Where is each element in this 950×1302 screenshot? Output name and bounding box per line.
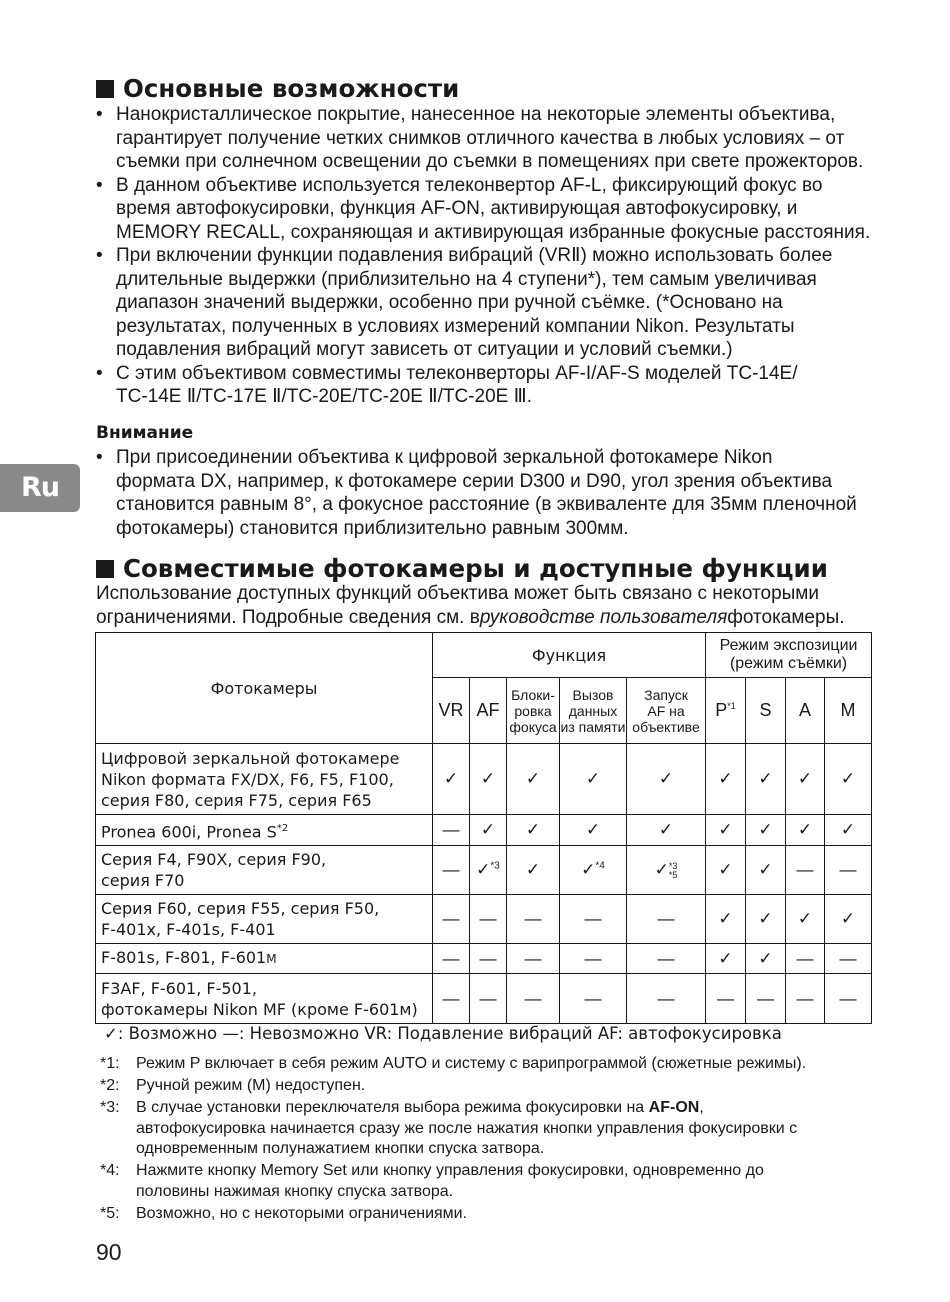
footnote-item bbox=[96, 1054, 806, 1075]
footnote-mark: *4 bbox=[595, 860, 605, 872]
camera-cell bbox=[96, 974, 433, 1024]
header-cameras: Фотокамеры bbox=[96, 633, 433, 744]
col-m: M bbox=[825, 678, 872, 744]
text-line: длительные выдержки (приблизительно на 4 ступени*), тем самым увеличивая bbox=[116, 268, 817, 290]
footnote-item bbox=[96, 1098, 806, 1160]
camera-text: фотокамеры Nikon MF (кроме F-601м) bbox=[101, 999, 418, 1019]
text-line: гарантирует получение четких снимков отличного качества в любых условиях – от bbox=[116, 127, 845, 149]
col-line: Вызов bbox=[572, 686, 614, 703]
camera-line bbox=[101, 870, 427, 891]
camera-cell bbox=[96, 815, 433, 846]
bullet-item bbox=[96, 446, 886, 540]
footnote-line bbox=[136, 1098, 806, 1119]
camera-text: Цифровой зеркальной фотокамере bbox=[101, 748, 400, 768]
intro-line: Использование доступных функций объектива может быть связано с некоторыми bbox=[96, 583, 819, 604]
col-line: AF на bbox=[647, 702, 685, 719]
footnote-line: одновременным полунажатием кнопки спуска затвора. bbox=[136, 1140, 545, 1157]
bullet-icon: • bbox=[96, 362, 103, 384]
table-row bbox=[96, 846, 872, 895]
table-row bbox=[96, 944, 872, 974]
value-cell: ✓$^{*4}$ bbox=[560, 846, 627, 895]
camera-text: F3AF, F-601, F-501, bbox=[101, 978, 257, 998]
value-cell: ✓ bbox=[470, 744, 507, 815]
table-row bbox=[96, 895, 872, 944]
col-memory-recall bbox=[560, 678, 627, 744]
value-cell: — bbox=[433, 944, 470, 974]
value-cell: — bbox=[433, 815, 470, 846]
bullet-icon: • bbox=[96, 104, 103, 125]
footnote-mark: *3 bbox=[490, 860, 500, 872]
camera-cell bbox=[96, 846, 433, 895]
col-focus-lock bbox=[507, 678, 560, 744]
section-title-compat bbox=[96, 554, 828, 583]
value-cell: — bbox=[825, 944, 872, 974]
header-function: Функция bbox=[433, 633, 706, 678]
footnotes bbox=[96, 1054, 806, 1226]
value-cell: ✓ bbox=[786, 744, 825, 815]
value-cell: — bbox=[627, 895, 706, 944]
col-af-on bbox=[627, 678, 706, 744]
value-cell: ✓ bbox=[746, 744, 786, 815]
camera-line bbox=[101, 748, 427, 769]
bullet-icon: • bbox=[96, 447, 103, 468]
footnote-text: , bbox=[699, 1099, 704, 1116]
section-title-text: Основные возможности bbox=[123, 74, 460, 103]
table-row bbox=[96, 815, 872, 846]
col-vr: VR bbox=[433, 678, 470, 744]
value-cell: ✓ bbox=[706, 815, 746, 846]
camera-line bbox=[101, 947, 427, 970]
value-cell: — bbox=[786, 846, 825, 895]
camera-line bbox=[101, 898, 427, 919]
table-row bbox=[96, 744, 872, 815]
text-line: фотокамеры) становится приблизительно равным 300мм. bbox=[116, 517, 629, 539]
value-cell: ✓ bbox=[786, 815, 825, 846]
text-line: время автофокусировки, функция AF-ON, активирующая автофокусировку, и bbox=[116, 198, 798, 219]
text-line: MEMORY RECALL, сохраняющая и активирующая избранные фокусные расстояния. bbox=[116, 221, 871, 243]
value-cell: ✓ bbox=[706, 744, 746, 815]
text-line: С этим объективом совместимы телеконверторы AF-I/AF-S моделей TC-14E/ bbox=[116, 362, 798, 384]
bullet-icon: • bbox=[96, 174, 103, 196]
footnote-id: *2: bbox=[100, 1077, 120, 1094]
footnote-item bbox=[96, 1204, 806, 1225]
col-p bbox=[706, 678, 746, 744]
text-line: При включении функции подавления вибраций (VRⅡ) можно использовать более bbox=[116, 245, 833, 266]
intro-line bbox=[96, 606, 845, 630]
value-cell: — bbox=[507, 895, 560, 944]
value-cell: ✓ bbox=[746, 846, 786, 895]
camera-line bbox=[101, 919, 427, 940]
square-bullet-icon bbox=[96, 80, 114, 98]
compat-intro bbox=[96, 582, 845, 629]
camera-cell bbox=[96, 744, 433, 815]
value-cell: ✓ bbox=[825, 895, 872, 944]
value-cell: — bbox=[825, 974, 872, 1024]
footnote-line: Режим P включает в себя режим AUTO и систему с варипрограммой (сюжетные режимы). bbox=[136, 1055, 807, 1072]
footnote-id: *3: bbox=[100, 1099, 120, 1116]
table-row bbox=[96, 974, 872, 1024]
camera-text: серия F80, серия F75, серия F65 bbox=[101, 790, 372, 810]
intro-italic: руководстве пользователя bbox=[479, 606, 728, 628]
camera-line bbox=[101, 769, 427, 790]
col-p-sup: *1 bbox=[727, 701, 736, 711]
value-cell: ✓ bbox=[507, 744, 560, 815]
footnote-id: *4: bbox=[100, 1162, 120, 1179]
camera-cell bbox=[96, 944, 433, 974]
col-af: AF bbox=[470, 678, 507, 744]
value-cell: ✓ bbox=[433, 744, 470, 815]
footnote-text: В случае установки переключателя выбора режима фокусировки на bbox=[136, 1099, 649, 1116]
value-cell: ✓ bbox=[746, 815, 786, 846]
camera-text: F-401x, F-401s, F-401 bbox=[101, 920, 276, 940]
value-cell: ✓ bbox=[627, 815, 706, 846]
header-exposure-line: Режим экспозиции bbox=[719, 637, 858, 654]
value-cell: ✓ bbox=[825, 815, 872, 846]
value-cell: — bbox=[825, 846, 872, 895]
value-cell: — bbox=[470, 974, 507, 1024]
header-exposure-line: (режим съёмки) bbox=[729, 655, 848, 672]
camera-line bbox=[101, 790, 427, 811]
camera-sup: *2 bbox=[276, 823, 289, 834]
value-cell: — bbox=[786, 974, 825, 1024]
value-cell: ✓ bbox=[706, 895, 746, 944]
text-line: подавления вибраций могут зависеть от ситуации и условий съемки.) bbox=[116, 339, 733, 360]
col-line: ровка bbox=[514, 702, 552, 719]
col-p-label: P bbox=[715, 700, 728, 720]
text-line: результатах, полученных в условиях измерений компании Nikon. Результаты bbox=[116, 315, 795, 337]
table-body bbox=[96, 744, 872, 1024]
footnote-line: Ручной режим (M) недоступен. bbox=[136, 1077, 366, 1094]
intro-text: ограничениями. Подробные сведения см. в bbox=[96, 606, 480, 628]
value-cell: — bbox=[560, 895, 627, 944]
text-line: становится равным 8°, а фокусное расстояние (в эквиваленте для 35мм пленочной bbox=[116, 494, 857, 515]
value-cell: ✓ bbox=[706, 846, 746, 895]
section-title-features bbox=[96, 74, 459, 103]
value-cell: — bbox=[786, 944, 825, 974]
col-line: объективе bbox=[632, 718, 700, 735]
value-cell: — bbox=[470, 895, 507, 944]
value-cell: ✓ bbox=[470, 815, 507, 846]
value-cell: ✓$^{*3}$ bbox=[470, 846, 507, 895]
value-cell: — bbox=[746, 974, 786, 1024]
footnote-item bbox=[96, 1161, 806, 1202]
footnote-line: автофокусировка начинается сразу же после нажатия кнопки управления фокусировки с bbox=[136, 1119, 798, 1137]
col-line: Блоки- bbox=[511, 686, 555, 703]
header-exposure bbox=[706, 633, 872, 678]
value-cell: — bbox=[706, 974, 746, 1024]
value-cell: — bbox=[433, 974, 470, 1024]
features-list bbox=[96, 103, 886, 409]
camera-text: Nikon формата FX/DX, F6, F5, F100, bbox=[101, 769, 394, 789]
square-bullet-icon bbox=[96, 560, 114, 578]
section-title-text: Совместимые фотокамеры и доступные функции bbox=[123, 554, 828, 583]
camera-text: F-801s, F-801, F-601 bbox=[101, 948, 267, 968]
value-cell: — bbox=[507, 944, 560, 974]
footnote-line: Нажмите кнопку Memory Set или кнопку управления фокусировки, одновременно до bbox=[136, 1162, 764, 1179]
text-line: Нанокристаллическое покрытие, нанесенное на некоторые элементы объектива, bbox=[116, 104, 836, 125]
language-tab: Ru bbox=[0, 464, 80, 512]
value-cell: ✓ bbox=[786, 895, 825, 944]
camera-line bbox=[101, 978, 427, 999]
camera-text: Pronea 600i, Pronea S bbox=[101, 822, 277, 842]
value-cell: — bbox=[433, 895, 470, 944]
attention-title: Внимание bbox=[96, 423, 194, 443]
camera-line bbox=[101, 999, 427, 1020]
col-a: A bbox=[786, 678, 825, 744]
footnote-item bbox=[96, 1076, 806, 1097]
camera-line bbox=[101, 818, 427, 842]
camera-suffix: M bbox=[266, 952, 277, 967]
col-line: из памяти bbox=[560, 718, 626, 735]
bullet-item bbox=[96, 103, 886, 174]
camera-line bbox=[101, 849, 427, 870]
value-cell: — bbox=[507, 974, 560, 1024]
value-cell: — bbox=[627, 944, 706, 974]
value-cell: ✓ bbox=[507, 846, 560, 895]
value-cell: ✓ bbox=[746, 895, 786, 944]
attention-list bbox=[96, 446, 886, 540]
text-line: В данном объективе используется телеконвертор AF-L, фиксирующий фокус во bbox=[116, 174, 823, 196]
value-cell: — bbox=[627, 974, 706, 1024]
intro-text: фотокамеры. bbox=[727, 606, 845, 628]
col-line: фокуса bbox=[509, 718, 557, 735]
value-cell: ✓ bbox=[746, 944, 786, 974]
camera-text: Серия F60, серия F55, серия F50, bbox=[101, 899, 380, 919]
bullet-icon: • bbox=[96, 245, 103, 266]
bullet-item bbox=[96, 362, 886, 409]
text-line: диапазон значений выдержки, особенно при ручной съёмке. (*Основано на bbox=[116, 292, 783, 313]
camera-text: Серия F4, F90X, серия F90, bbox=[101, 850, 327, 870]
value-cell: — bbox=[433, 846, 470, 895]
camera-cell bbox=[96, 895, 433, 944]
value-cell: ✓ bbox=[627, 744, 706, 815]
text-line: съемки при солнечном освещении до съемки в помещениях при свете прожекторов. bbox=[116, 151, 864, 172]
value-cell: ✓ bbox=[706, 944, 746, 974]
text-line: формата DX, например, к фотокамере серии D300 и D90, угол зрения объектива bbox=[116, 470, 833, 492]
footnote-line: половины нажимая кнопку спуска затвора. bbox=[136, 1182, 454, 1200]
col-line: Запуск bbox=[644, 686, 688, 703]
value-cell: ✓ bbox=[507, 815, 560, 846]
bullet-item bbox=[96, 244, 886, 362]
col-s: S bbox=[746, 678, 786, 744]
camera-text: серия F70 bbox=[101, 871, 185, 891]
footnote-line: Возможно, но с некоторыми ограничениями. bbox=[136, 1204, 468, 1222]
text-line: При присоединении объектива к цифровой зеркальной фотокамере Nikon bbox=[116, 447, 773, 468]
value-cell: — bbox=[560, 974, 627, 1024]
table-legend: ✓: Возможно —: Невозможно VR: Подавление вибраций AF: автофокусировка bbox=[104, 1024, 782, 1043]
text-line: TC-14E Ⅱ/TC-17E Ⅱ/TC-20E/TC-20E Ⅱ/TC-20E Ⅲ. bbox=[116, 386, 532, 407]
bullet-item bbox=[96, 174, 886, 245]
footnote-marks: *3 *5 bbox=[668, 860, 678, 880]
value-cell: ✓ bbox=[560, 744, 627, 815]
value-cell: — bbox=[560, 944, 627, 974]
footnote-bold: AF-ON bbox=[648, 1099, 700, 1116]
compatibility-table bbox=[95, 632, 872, 1024]
footnote-id: *5: bbox=[100, 1204, 120, 1222]
value-cell: ✓ bbox=[560, 815, 627, 846]
col-line: данных bbox=[568, 702, 618, 719]
footnote-id: *1: bbox=[100, 1055, 120, 1072]
value-cell: — bbox=[470, 944, 507, 974]
page-number: 90 bbox=[96, 1239, 122, 1265]
value-cell: ✓ *3 *5 bbox=[627, 846, 706, 895]
value-cell: ✓ bbox=[825, 744, 872, 815]
